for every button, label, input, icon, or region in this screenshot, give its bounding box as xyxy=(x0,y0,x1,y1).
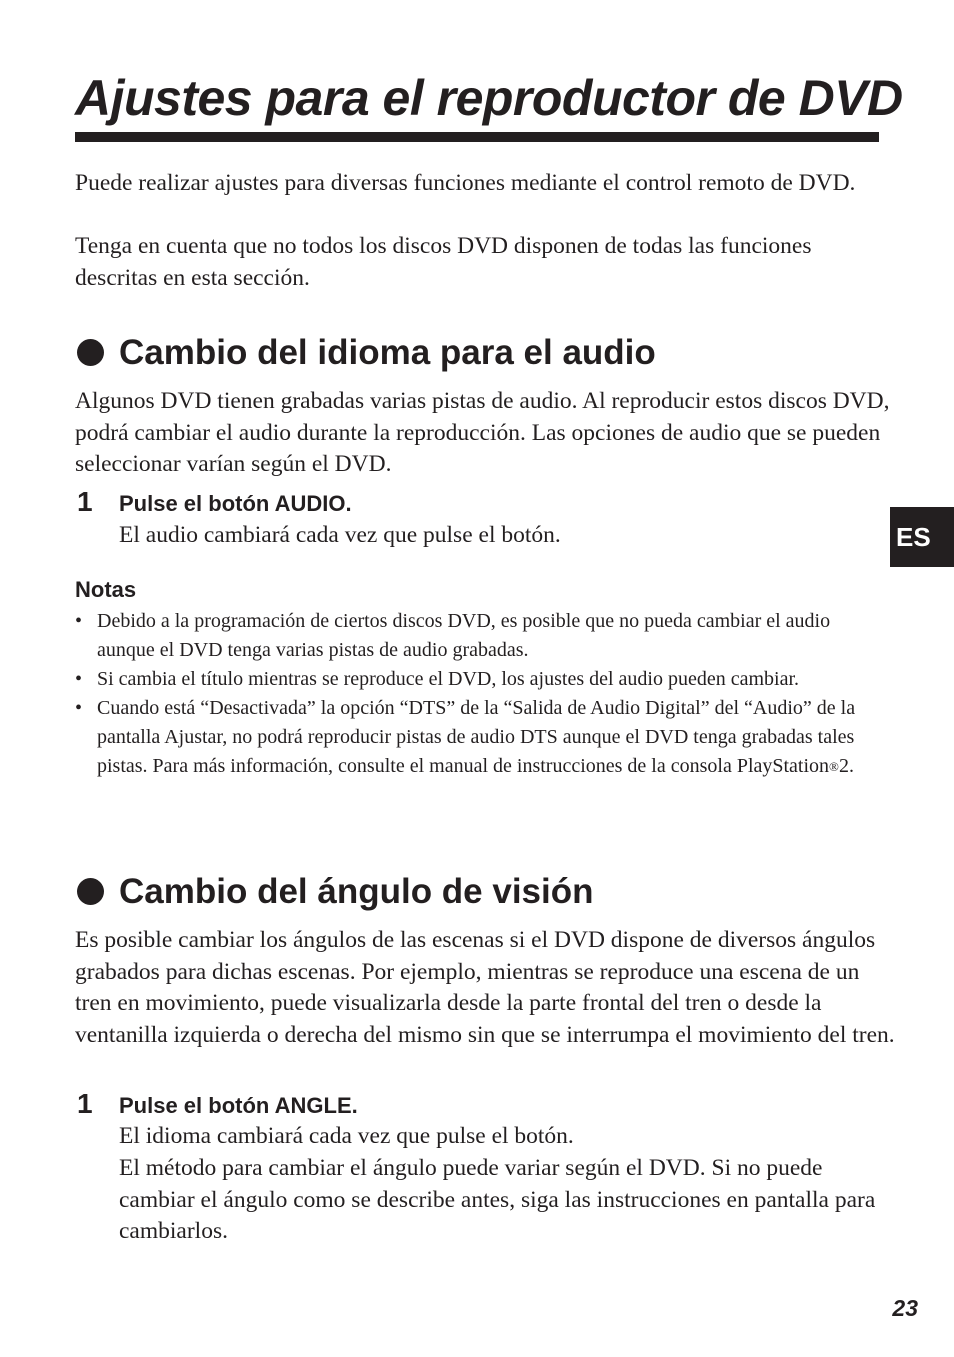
note-item xyxy=(75,694,883,781)
angle-step-title: Pulse el botón ANGLE. xyxy=(119,1093,358,1118)
title-underline xyxy=(75,132,879,142)
registered-mark: ® xyxy=(829,759,839,774)
angle-step-number: 1 xyxy=(77,1088,93,1119)
note-item: • Debido a la programación de ciertos discos DVD, es posible que no pueda cambiar el audio aunque el DVD tenga varias pistas de audio grabadas. xyxy=(75,607,883,665)
heading-bullet-icon xyxy=(77,339,104,366)
intro-paragraph-2: Tenga en cuenta que no todos los discos DVD disponen de todas las funciones descritas en esta sección. xyxy=(75,233,812,291)
section-heading-angle-text: Cambio del ángulo de visión xyxy=(119,872,594,911)
section-heading-audio xyxy=(77,332,656,374)
notes-list xyxy=(75,607,883,781)
note-item: • Si cambia el título mientras se reproduce el DVD, los ajustes del audio pueden cambiar. xyxy=(75,665,883,694)
audio-step-text: El audio cambiará cada vez que pulse el botón. xyxy=(119,522,561,548)
language-tab: ES xyxy=(890,507,954,567)
page-number: 23 xyxy=(892,1295,918,1321)
audio-step-title: Pulse el botón AUDIO. xyxy=(119,491,352,516)
section-heading-angle xyxy=(77,871,594,913)
section-heading-audio-text: Cambio del idioma para el audio xyxy=(119,333,656,372)
intro-paragraph-1: Puede realizar ajustes para diversas funciones mediante el control remoto de DVD. xyxy=(75,170,856,196)
angle-paragraph: Es posible cambiar los ángulos de las escenas si el DVD dispone de diversos ángulos grabados para dichas escenas. Por ejemplo, mientras se reproduce una escena de un tren en movimiento, puede visualizarla desde la parte frontal del tren o desde la ventanilla izquierda o derecha del mismo sin que se interrumpa el movimiento del tren. xyxy=(75,927,895,1048)
notes-title: Notas xyxy=(75,577,137,602)
page-title: Ajustes para el reproductor de DVD xyxy=(75,70,903,126)
note-item-text: Cuando está “Desactivada” la opción “DTS” de la “Salida de Audio Digital” del “Audio” de la pantalla Ajustar, no podrá reproducir pistas de audio DTS aunque el DVD tenga grabadas tales pistas. Para más información, consulte el manual de instrucciones de la consola PlayStation xyxy=(97,697,856,777)
angle-step-text-2: El método para cambiar el ángulo puede variar según el DVD. Si no puede cambiar el ángulo como se describe antes, siga las instrucciones en pantalla para cambiarlos. xyxy=(119,1155,876,1244)
note-item-suffix: 2. xyxy=(838,755,854,777)
angle-step-text-1: El idioma cambiará cada vez que pulse el botón. xyxy=(119,1123,574,1149)
audio-step-number: 1 xyxy=(77,486,93,517)
heading-bullet-icon xyxy=(77,878,104,905)
audio-paragraph: Algunos DVD tienen grabadas varias pistas de audio. Al reproducir estos discos DVD, podrá cambiar el audio durante la reproducción. Las opciones de audio que se pueden seleccionar varían según el DVD. xyxy=(75,388,890,477)
